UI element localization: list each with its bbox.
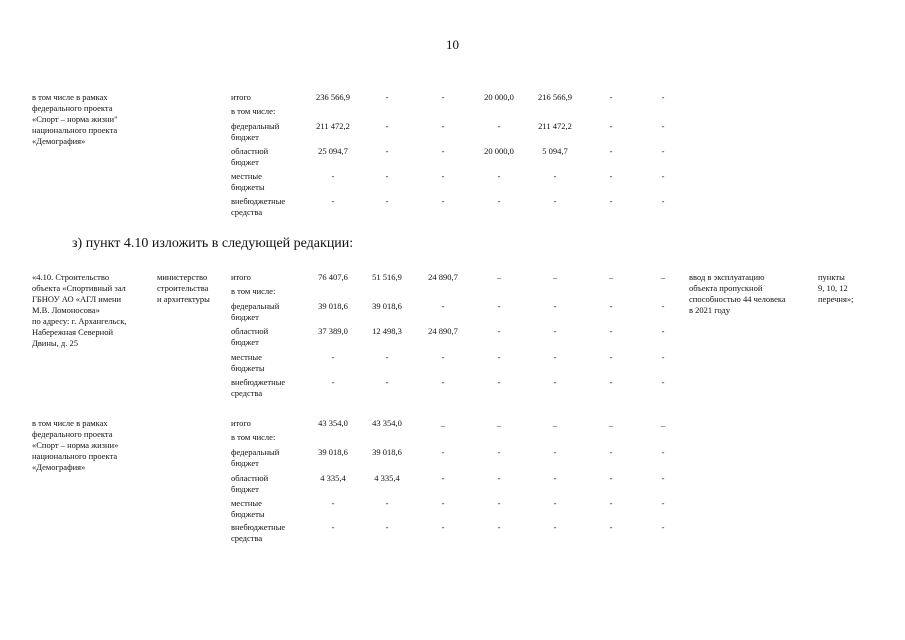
value-cell: - [331,352,335,362]
value-cell: _ [440,418,446,428]
value-cell: - [661,522,665,532]
value-cell: - [609,146,613,156]
value-cell: - [661,377,665,387]
table-row [0,377,905,401]
value-cell: - [385,522,389,532]
table-row [0,447,905,471]
value-cell: 211 472,2 [316,121,350,131]
table-row [0,121,905,145]
value-cell: - [331,196,335,206]
value-cell: - [609,121,613,131]
value-cell: - [609,301,613,311]
value-cell: - [497,352,501,362]
value-cell: 39 018,6 [318,301,348,311]
block-executor: министерство строительства и архитектуры [157,272,210,304]
value-cell: – [660,272,666,282]
value-cell: - [441,146,445,156]
value-cell: - [441,121,445,131]
value-cell: - [661,326,665,336]
value-cell: _ [608,418,614,428]
value-cell: - [441,377,445,387]
funding-source: внебюджетные средства [231,522,286,543]
funding-source: внебюджетные средства [231,377,286,398]
value-cell: - [385,377,389,387]
funding-source: в том числе: [231,286,276,296]
page-number: 10 [446,37,459,52]
value-cell: - [441,92,445,102]
funding-source: федеральный бюджет [231,121,280,142]
value-cell: - [661,92,665,102]
value-cell: - [553,352,557,362]
funding-source: итого [231,272,251,282]
value-cell: 39 018,6 [372,447,402,457]
value-cell: - [331,522,335,532]
funding-source: в том числе: [231,106,276,116]
value-cell: 37 389,0 [318,326,348,336]
table-row [0,301,905,325]
value-cell: - [553,326,557,336]
value-cell: - [441,301,445,311]
funding-source: областной бюджет [231,473,269,494]
value-cell: 43 354,0 [318,418,348,428]
value-cell: - [553,522,557,532]
value-cell: - [385,92,389,102]
funding-source: федеральный бюджет [231,301,280,322]
value-cell: _ [496,418,502,428]
value-cell: - [609,522,613,532]
value-cell: - [609,171,613,181]
value-cell: 4 335,4 [374,473,400,483]
value-cell: - [497,196,501,206]
funding-source: федеральный бюджет [231,447,280,468]
value-cell: - [331,377,335,387]
table-row [0,522,905,546]
value-cell: - [441,171,445,181]
value-cell: – [608,272,614,282]
value-cell: 51 516,9 [372,272,402,282]
funding-source: итого [231,92,251,102]
value-cell: - [441,196,445,206]
value-cell: - [331,171,335,181]
block-result: ввод в эксплуатацию объекта пропускной способностью 44 человека в 2021 году [689,272,786,315]
value-cell: - [497,326,501,336]
value-cell: - [497,447,501,457]
funding-source: местные бюджеты [231,352,265,373]
value-cell: 20 000,0 [484,92,514,102]
value-cell: 76 407,6 [318,272,348,282]
value-cell: 43 354,0 [372,418,402,428]
value-cell: - [661,146,665,156]
value-cell: - [661,301,665,311]
value-cell: - [661,447,665,457]
value-cell: - [661,121,665,131]
funding-source: внебюджетные средства [231,196,286,217]
value-cell: - [553,498,557,508]
block-indicators: пункты 9, 10, 12 перечня»; [818,272,854,304]
block-description: в том числе в рамках федерального проекта «Спорт – норма жизни» национального проекта «Демография» [32,418,119,472]
value-cell: - [609,352,613,362]
table-row [0,473,905,497]
funding-source: областной бюджет [231,146,269,167]
value-cell: - [609,498,613,508]
value-cell: - [497,121,501,131]
value-cell: - [553,473,557,483]
value-cell: - [441,473,445,483]
table-row [0,326,905,350]
amendment-heading: з) пункт 4.10 изложить в следующей редакции: [72,236,354,251]
table-row [0,146,905,170]
value-cell: - [609,326,613,336]
value-cell: 20 000,0 [484,146,514,156]
value-cell: 236 566,9 [316,92,350,102]
table-row [0,171,905,195]
value-cell: - [553,196,557,206]
value-cell: – [496,272,502,282]
value-cell: - [385,498,389,508]
value-cell: - [497,522,501,532]
value-cell: - [441,522,445,532]
value-cell: - [331,498,335,508]
value-cell: 24 890,7 [428,326,458,336]
value-cell: - [553,377,557,387]
value-cell: - [441,352,445,362]
funding-source: местные бюджеты [231,171,265,192]
value-cell: - [497,301,501,311]
value-cell: - [497,498,501,508]
value-cell: 12 498,3 [372,326,402,336]
funding-source: местные бюджеты [231,498,265,519]
value-cell: - [441,447,445,457]
value-cell: - [553,301,557,311]
value-cell: 39 018,6 [318,447,348,457]
value-cell: _ [660,418,666,428]
value-cell: - [385,352,389,362]
value-cell: - [497,171,501,181]
funding-source: в том числе: [231,432,276,442]
value-cell: - [609,196,613,206]
table-row [0,498,905,522]
value-cell: - [497,377,501,387]
block-description: «4.10. Строительство объекта «Спортивный зал ГБНОУ АО «АГЛ имени М.В. Ломоносова» по адресу: г. Архангельск, Набережная Северной Двины, д. 25 [32,272,127,348]
value-cell: - [609,92,613,102]
block-description: в том числе в рамках федерального проекта «Спорт – норма жизни" национального проекта «Демография» [32,92,118,146]
value-cell: - [609,473,613,483]
value-cell: 211 472,2 [538,121,572,131]
value-cell: - [385,121,389,131]
value-cell: _ [552,418,558,428]
table-row [0,352,905,376]
value-cell: 39 018,6 [372,301,402,311]
value-cell: - [661,352,665,362]
value-cell: 4 335,4 [320,473,346,483]
value-cell: - [385,196,389,206]
value-cell: - [441,498,445,508]
value-cell: 5 094,7 [542,146,568,156]
value-cell: 216 566,9 [538,92,572,102]
value-cell: - [661,473,665,483]
table-row [0,196,905,220]
value-cell: - [553,171,557,181]
value-cell: - [497,473,501,483]
value-cell: – [552,272,558,282]
funding-source: итого [231,418,251,428]
value-cell: - [385,146,389,156]
value-cell: 24 890,7 [428,272,458,282]
value-cell: - [553,447,557,457]
value-cell: - [661,171,665,181]
value-cell: - [661,498,665,508]
value-cell: - [385,171,389,181]
value-cell: - [609,377,613,387]
value-cell: - [609,447,613,457]
value-cell: - [661,196,665,206]
funding-source: областной бюджет [231,326,269,347]
value-cell: 25 094,7 [318,146,348,156]
